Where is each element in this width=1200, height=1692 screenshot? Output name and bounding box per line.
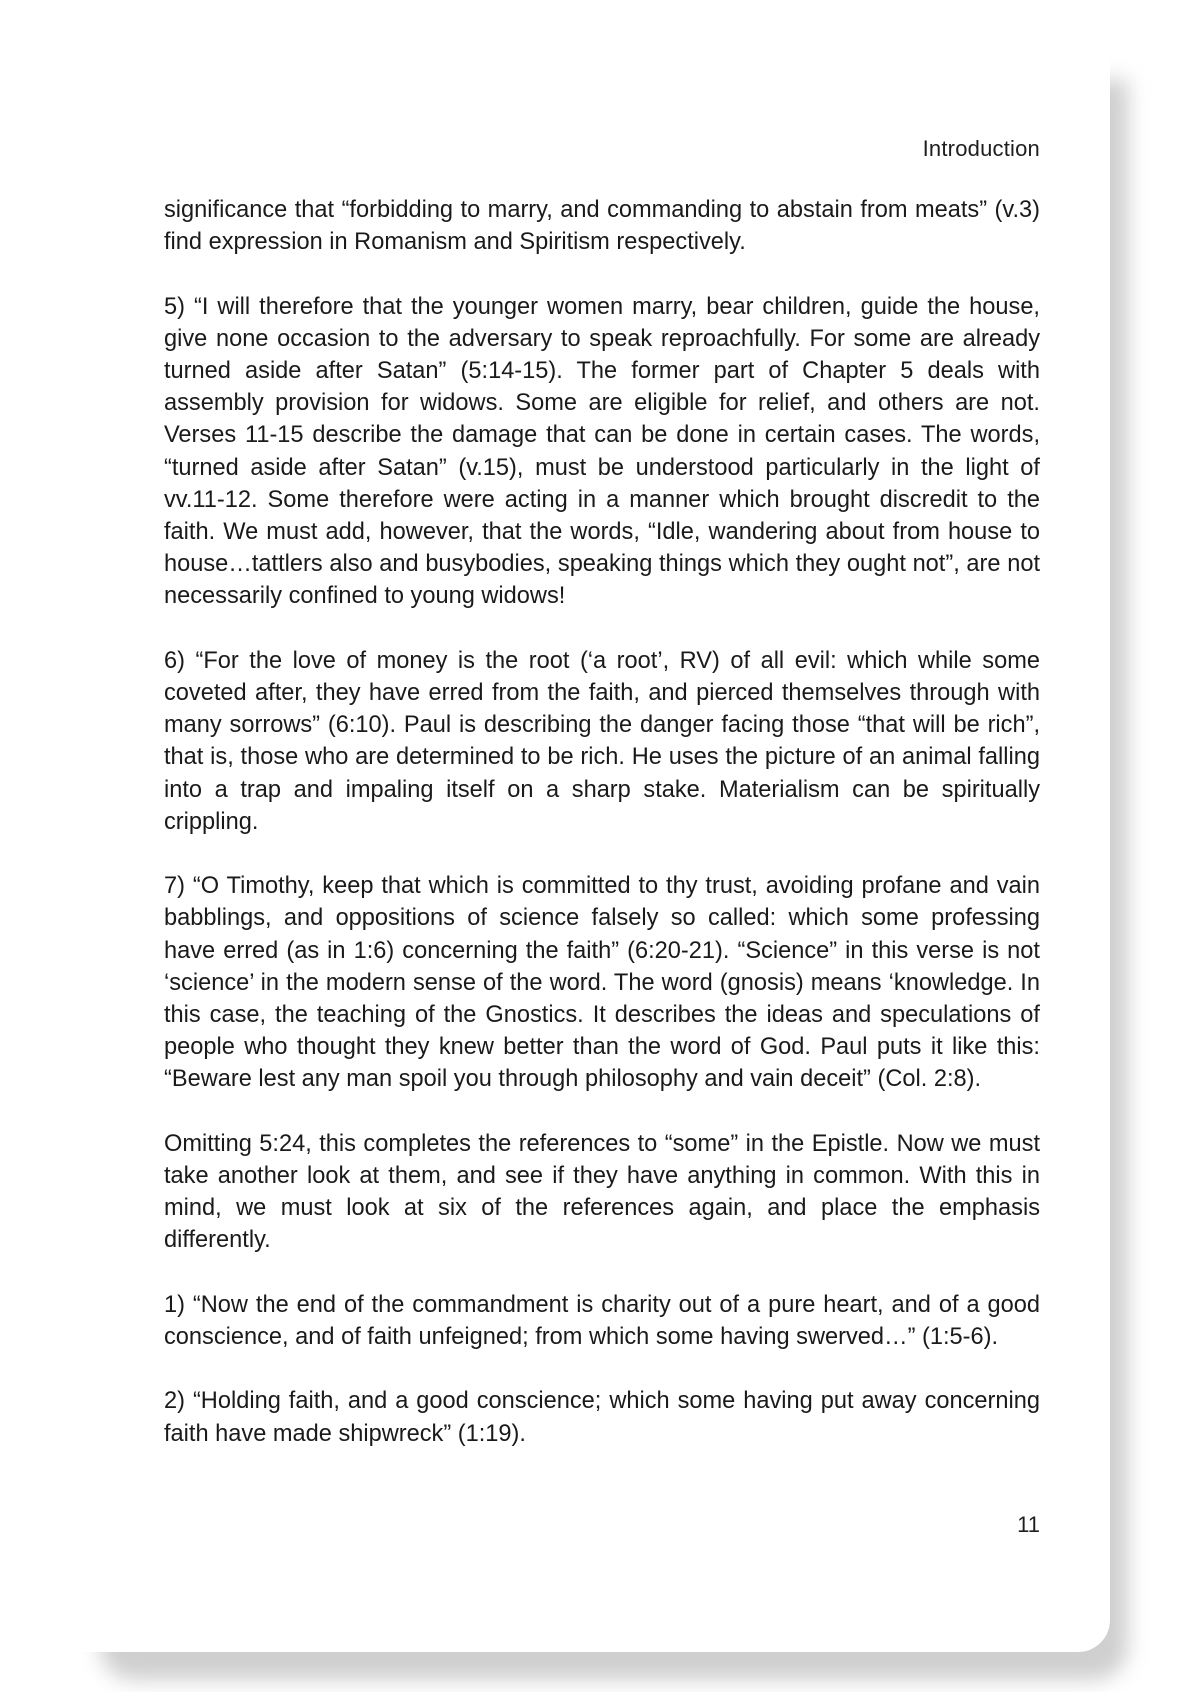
paragraph: Omitting 5:24, this completes the references to “some” in the Epistle. Now we must take another look at them, and see if they have anything in common. With this in mind, we must look at six of the references again, and place the emphasis differently. [164,1130,1040,1254]
page-number: 11 [1017,1512,1040,1537]
page-body [164,194,1040,1482]
paragraph: 2) “Holding faith, and a good conscience; which some having put away concerning faith have made shipwreck” (1:19). [164,1388,1040,1447]
paragraph: 7) “O Timothy, keep that which is committed to thy trust, avoiding profane and vain babblings, and oppositions of science falsely so called: which some professing have erred (as in 1:6) concerning the faith” (6:20-21). “Science” in this verse is not ‘science’ in the modern sense of the word. The word (gnosis) means ‘knowledge. In this case, the teaching of the Gnostics. It describes the ideas and speculations of people who thought they knew better than the word of God. Paul puts it like this: “Beware lest any man spoil you through philosophy and vain deceit” (Col. 2:8). [164,873,1040,1093]
paragraph: significance that “forbidding to marry, and commanding to abstain from meats” (v.3) find expression in Romanism and Spiritism respectively. [164,197,1040,256]
paragraph: 5) “I will therefore that the younger women marry, bear children, guide the house, give none occasion to the adversary to speak reproachfully. For some are already turned aside after Satan” (5:14-15). The former part of Chapter 5 deals with assembly provision for widows. Some are eligible for relief, and others are not. Verses 11-15 describe the damage that can be done in certain cases. The words, “turned aside after Satan” (v.15), must be understood particularly in the light of vv.11-12. Some therefore were acting in a manner which brought discredit to the faith. We must add, however, that the words, “Idle, wandering about from house to house…tattlers also and busybodies, speaking things which they ought not”, are not necessarily confined to young widows! [164,293,1040,610]
paragraph: 1) “Now the end of the commandment is charity out of a pure heart, and of a good conscience, and of faith unfeigned; from which some having swerved…” (1:5-6). [164,1291,1040,1351]
paragraph: 6) “For the love of money is the root (‘a root’, RV) of all evil: which while some coveted after, they have erred from the faith, and pierced themselves through with many sorrows” (6:10). Paul is describing the danger facing those “that will be rich”, that is, those who are determined to be rich. He uses the picture of an animal falling into a trap and impaling itself on a sharp stake. Materialism can be spiritually crippling. [164,647,1040,835]
running-head: Introduction [922,136,1040,161]
